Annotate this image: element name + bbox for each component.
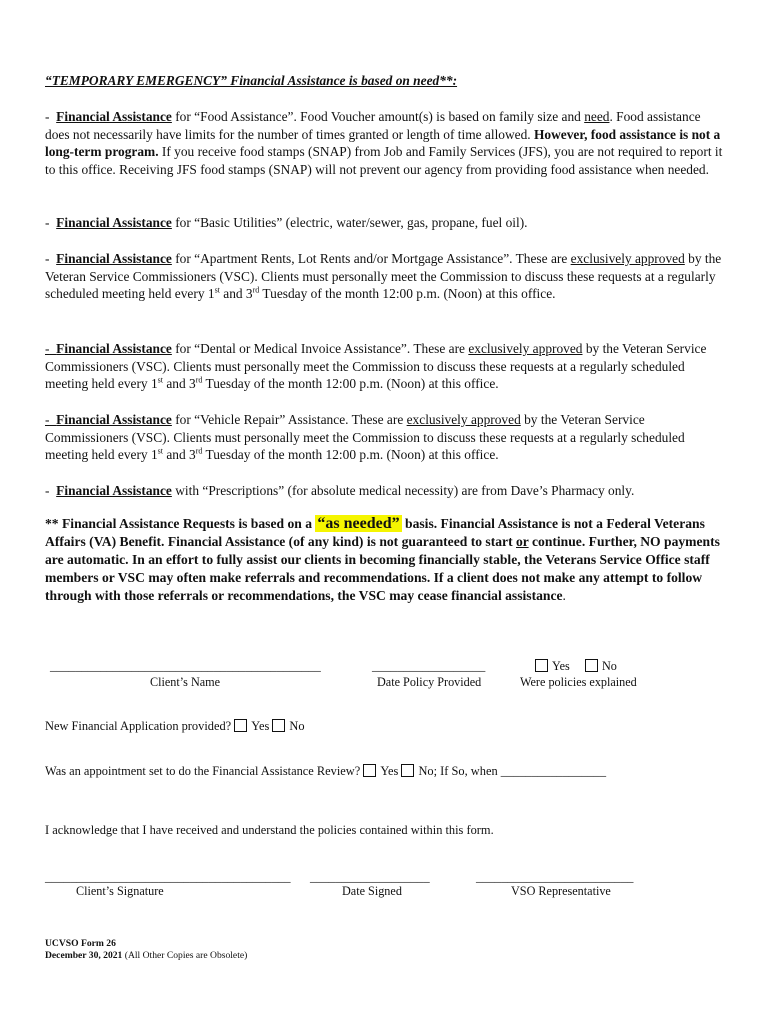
vehicle-sup-2: rd (195, 446, 203, 456)
form-obsolete-note: (All Other Copies are Obsolete) (122, 950, 248, 961)
form-title: “TEMPORARY EMERGENCY” Financial Assistance is based on need**: (45, 73, 458, 88)
client-name-line[interactable]: ___________________________________________ (50, 659, 321, 673)
policies-no-checkbox[interactable] (585, 659, 598, 672)
form-date-line (45, 950, 247, 962)
rent-sup-1: st (214, 285, 220, 295)
rent-text-2: by the Veteran Service Commissioners (VSC). Clients must personally meet the Commission to discuss these requests at a regularly scheduled meeting held every 1 (45, 251, 722, 302)
policies-explained-label: Were policies explained (520, 675, 637, 689)
date-signed-label: Date Signed (342, 884, 402, 898)
food-bold-text: However, food assistance is not a long-term program. (45, 126, 721, 160)
dental-sup-1: st (157, 375, 164, 385)
food-assistance-paragraph (45, 108, 725, 178)
application-yes-checkbox[interactable] (234, 719, 247, 732)
food-text-3: If you receive food stamps (SNAP) from Job and Family Services (JFS), you are not required to report it to this office. Receiving JFS food stamps (SNAP) will not prevent our agency from providing food assistance when needed. (45, 144, 723, 177)
notice-period: . (562, 588, 566, 603)
financial-assistance-label: Financial Assistance (56, 483, 172, 498)
financial-assistance-label: Financial Assistance (56, 109, 172, 124)
date-policy-label: Date Policy Provided (377, 675, 482, 689)
application-no-checkbox[interactable] (272, 719, 285, 732)
vehicle-text-1: for “Vehicle Repair” Assistance. These are (171, 412, 407, 427)
notice-text-3: continue. Further, NO payments are automatic. In an effort to fully assist our clients in becoming financially stable, the Veterans Service Office staff members or VSC may often make referrals and recommendations. If a client does not make any attempt to follow through with those referrals or recommendations, the VSC may cease financial assistance (45, 534, 720, 603)
rent-text-1: for “Apartment Rents, Lot Rents and/or Mortgage Assistance”. These are (171, 251, 571, 266)
vso-representative-line[interactable]: _________________________ (476, 870, 634, 884)
rent-text-4: Tuesday of the month 12:00 p.m. (Noon) at this office. (259, 286, 556, 302)
bullet-dash: - (45, 412, 50, 427)
application-question-text: New Financial Application provided? (45, 719, 232, 733)
bullet-dash: - (45, 109, 50, 124)
as-needed-highlight: “as needed” (317, 515, 400, 532)
dental-text-1: for “Dental or Medical Invoice Assistance”. These are (171, 341, 469, 356)
dental-sup-2: rd (195, 375, 203, 385)
dental-exclusive: exclusively approved (468, 341, 583, 356)
vehicle-sup-1: st (157, 446, 164, 456)
rent-text-3: and 3 (219, 286, 253, 302)
policies-yes-checkbox[interactable] (535, 659, 548, 672)
prescriptions-text: with “Prescriptions” (for absolute medical necessity) are from Dave’s Pharmacy only. (171, 483, 635, 498)
form-number: UCVSO Form 26 (45, 938, 116, 949)
utilities-text: for “Basic Utilities” (electric, water/sewer, gas, propane, fuel oil). (171, 215, 528, 230)
bullet-dash: - (45, 215, 50, 230)
appointment-yes-checkbox[interactable] (363, 764, 376, 777)
vehicle-text-2: by the Veteran Service Commissioners (VSC). Clients must personally meet the Commission to discuss these requests at a regularly scheduled meeting held every 1 (45, 412, 685, 463)
vehicle-text-3: and 3 (163, 447, 196, 463)
financial-assistance-label: Financial Assistance (56, 251, 172, 266)
appointment-question (45, 764, 606, 779)
financial-assistance-label: Financial Assistance (56, 412, 172, 427)
appointment-no-checkbox[interactable] (401, 764, 414, 777)
rent-exclusive: exclusively approved (570, 251, 685, 266)
bullet-dash: - (45, 251, 50, 266)
vehicle-paragraph (45, 411, 725, 464)
appointment-question-text: Was an appointment set to do the Financial Assistance Review? (45, 764, 361, 778)
form-date: December 30, 2021 (45, 950, 123, 961)
financial-assistance-label: Financial Assistance (56, 341, 172, 356)
vehicle-text-4: Tuesday of the month 12:00 p.m. (Noon) at this office. (202, 447, 499, 463)
notice-text-1: ** Financial Assistance Requests is based on a (45, 516, 316, 531)
notice-paragraph (45, 515, 725, 605)
dental-text-2: by the Veteran Service Commissioners (VSC). Clients must personally meet the Commission to discuss these requests at a regularly scheduled meeting held every 1 (45, 341, 707, 392)
policies-explained-options (535, 659, 617, 674)
notice-text-2: basis. Financial Assistance is not a Federal Veterans Affairs (VA) Benefit. Financial Assistance (of any kind) is not guaranteed to start (45, 516, 705, 549)
appointment-no-label: No; If So, when (418, 764, 498, 778)
dental-paragraph (45, 340, 725, 393)
policies-no-label: No (601, 659, 617, 673)
date-policy-line[interactable]: __________________ (372, 659, 486, 673)
prescriptions-paragraph (45, 482, 725, 500)
financial-assistance-label: Financial Assistance (56, 215, 172, 230)
client-signature-line[interactable]: _______________________________________ (45, 870, 291, 884)
application-provided-question (45, 719, 305, 734)
notice-or: or (516, 534, 529, 549)
rent-sup-2: rd (252, 285, 260, 295)
vehicle-exclusive: exclusively approved (406, 412, 521, 427)
appointment-when-line[interactable]: _________________ (500, 764, 607, 778)
client-name-label: Client’s Name (150, 675, 221, 689)
dental-text-4: Tuesday of the month 12:00 p.m. (Noon) at this office. (202, 376, 499, 392)
appointment-yes-label: Yes (380, 764, 399, 778)
food-need-word: need (584, 109, 610, 124)
food-text-1: for “Food Assistance”. Food Voucher amount(s) is based on family size and (171, 109, 585, 124)
client-signature-label: Client’s Signature (76, 884, 164, 898)
vso-representative-label: VSO Representative (511, 884, 611, 898)
bullet-dash: - (45, 483, 50, 498)
policies-yes-label: Yes (552, 659, 570, 673)
application-no-label: No (289, 719, 305, 733)
bullet-dash: - (45, 341, 50, 356)
application-yes-label: Yes (251, 719, 270, 733)
rent-paragraph (45, 250, 725, 303)
acknowledgement-text: I acknowledge that I have received and understand the policies contained within this form. (45, 823, 494, 837)
date-signed-line[interactable]: ___________________ (310, 870, 430, 884)
food-text-2: . Food assistance does not necessarily have limits for the number of times granted or length of time allowed. (45, 109, 701, 142)
utilities-paragraph (45, 214, 725, 232)
dental-text-3: and 3 (163, 376, 196, 392)
